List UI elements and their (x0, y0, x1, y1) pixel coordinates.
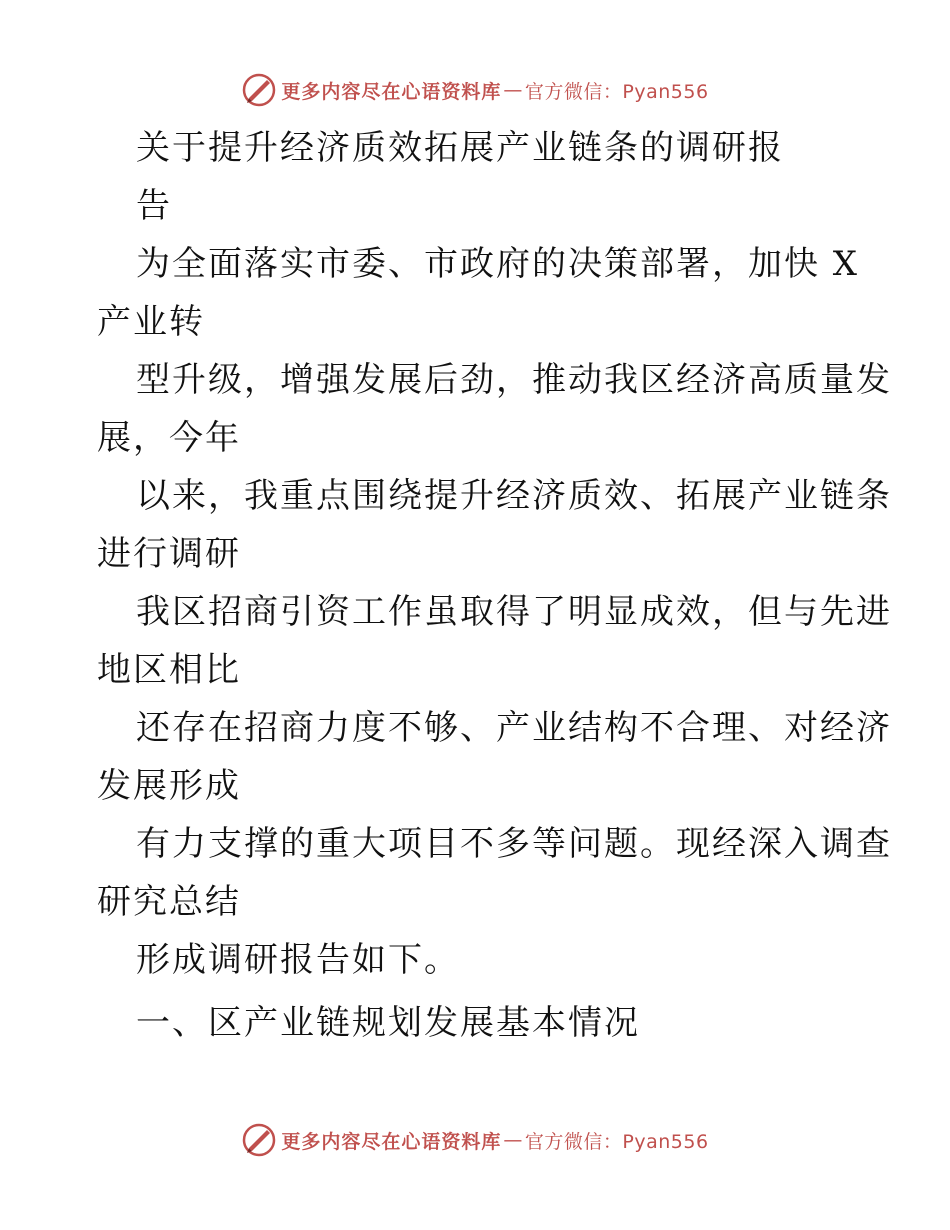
paragraph-line: 产业转 (97, 302, 205, 342)
paragraph-line: 展，今年 (97, 418, 241, 458)
paragraph-line: 研究总结 (97, 882, 241, 922)
paragraph-line: 地区相比 (97, 650, 241, 690)
watermark-footer (0, 1120, 950, 1160)
paragraph-line: 进行调研 (97, 534, 241, 574)
paragraph-line: 型升级，增强发展后劲，推动我区经济高质量发 (136, 360, 892, 400)
paragraph-line: 形成调研报告如下。 (136, 940, 460, 980)
paragraph-line: 为全面落实市委、市政府的决策部署，加快 X (136, 244, 860, 284)
paragraph-line: 还存在招商力度不够、产业结构不合理、对经济 (136, 708, 892, 748)
paragraph-line: 以来，我重点围绕提升经济质效、拓展产业链条 (136, 476, 892, 516)
paragraph-line: 我区招商引资工作虽取得了明显成效，但与先进 (136, 592, 892, 632)
document-title-line-2: 告 (136, 186, 172, 226)
watermark-dash: — (503, 79, 523, 101)
paragraph-line: 有力支撑的重大项目不多等问题。现经深入调查 (136, 824, 892, 864)
pen-logo-icon (241, 1122, 277, 1158)
watermark-contact: 官方微信：Pyan556 (524, 80, 709, 103)
watermark-dash: — (503, 1129, 523, 1151)
document-title-line-1: 关于提升经济质效拓展产业链条的调研报 (136, 128, 784, 168)
watermark-brand: 更多内容尽在心语资料库 (281, 1130, 502, 1153)
section-heading: 一、区产业链规划发展基本情况 (136, 1003, 640, 1043)
paragraph-line: 发展形成 (97, 766, 241, 806)
watermark-brand: 更多内容尽在心语资料库 (281, 80, 502, 103)
pen-logo-icon (241, 72, 277, 108)
watermark-contact: 官方微信：Pyan556 (524, 1130, 709, 1153)
watermark-header (0, 70, 950, 110)
